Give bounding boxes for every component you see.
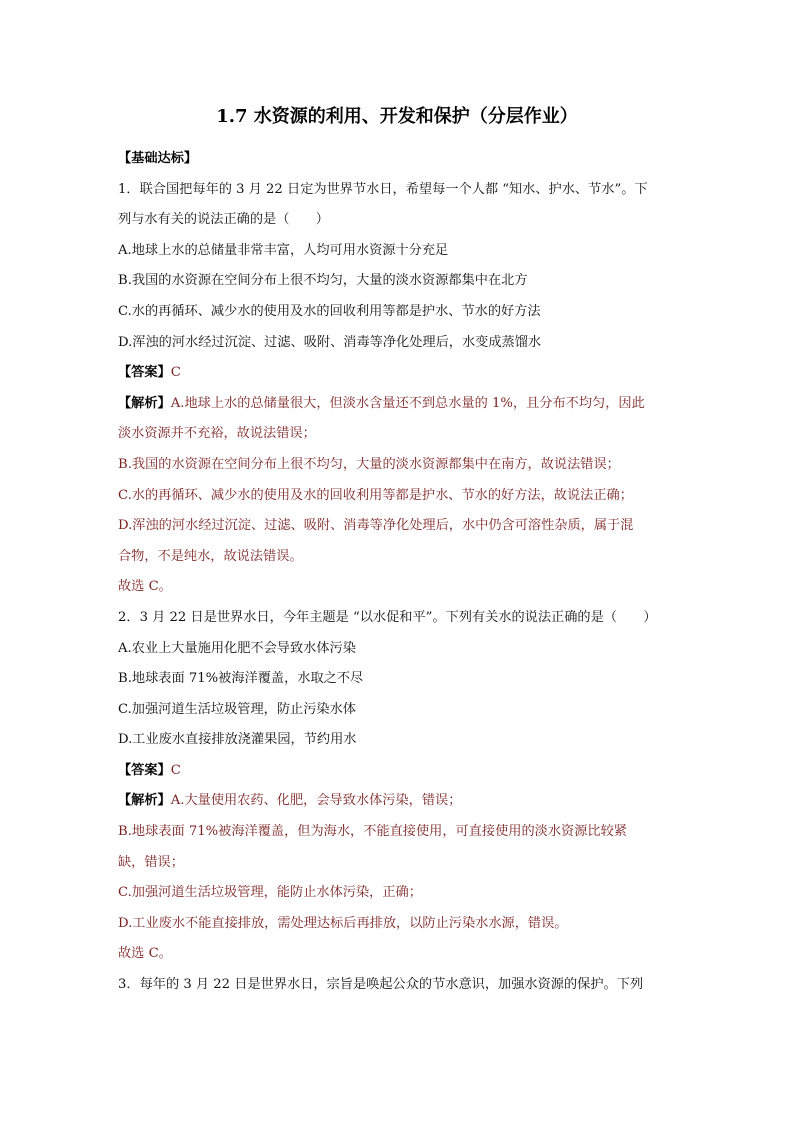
question-2 bbox=[118, 603, 670, 970]
answer-value: C bbox=[170, 365, 181, 381]
q2-analysis-line-4: C.加强河道生活垃圾管理，能防止水体污染，正确； bbox=[118, 885, 422, 901]
q1-conclusion: 故选 C。 bbox=[118, 579, 172, 595]
answer-tag: 【答案】 bbox=[118, 365, 171, 381]
analysis-tag: 【解析】 bbox=[118, 793, 171, 809]
analysis-text: A.地球上水的总储量很大，但淡水含量还不到总水量的 1%，且分布不均匀，因此 bbox=[170, 395, 645, 411]
q2-analysis-line-1 bbox=[118, 786, 670, 817]
q2-answer bbox=[118, 756, 670, 787]
q1-analysis-line-2: 淡水资源并不充裕，故说法错误； bbox=[118, 426, 316, 442]
q2-analysis-line-3: 缺，错误； bbox=[118, 854, 184, 870]
section-heading: 【基础达标】 bbox=[118, 151, 198, 166]
q1-analysis-line-3: B.我国的水资源在空间分布上很不均匀，大量的淡水资源都集中在南方，故说法错误； bbox=[118, 456, 620, 472]
q2-conclusion: 故选 C。 bbox=[118, 946, 172, 962]
q2-analysis-line-5: D.工业废水不能直接排放，需处理达标后再排放，以防止污染水水源，错误。 bbox=[118, 915, 568, 931]
q1-analysis-line-1 bbox=[118, 389, 670, 420]
q1-analysis-line-4: C.水的再循环、减少水的使用及水的回收利用等都是护水、节水的好方法，故说法正确； bbox=[118, 487, 633, 503]
page-title: 1.7 水资源的利用、开发和保护（分层作业） bbox=[216, 106, 578, 127]
q1-option-a: A.地球上水的总储量非常丰富，人均可用水资源十分充足 bbox=[118, 242, 449, 258]
q2-option-d: D.工业废水直接排放浇灌果园，节约用水 bbox=[118, 732, 357, 748]
q1-option-d: D.浑浊的河水经过沉淀、过滤、吸附、消毒等净化处理后，水变成蒸馏水 bbox=[118, 334, 542, 350]
answer-tag: 【答案】 bbox=[118, 762, 171, 778]
q2-stem-line-1: 2．3 月 22 日是世界水日，今年主题是 “以水促和平”。下列有关水的说法正确的是（ ） bbox=[118, 609, 657, 625]
question-3 bbox=[118, 970, 670, 1001]
q2-option-a: A.农业上大量施用化肥不会导致水体污染 bbox=[118, 640, 356, 656]
q1-option-b: B.我国的水资源在空间分布上很不均匀，大量的淡水资源都集中在北方 bbox=[118, 273, 528, 289]
q1-stem-line-2: 列与水有关的说法正确的是（ ） bbox=[118, 212, 329, 228]
question-1 bbox=[118, 175, 670, 603]
q2-option-b: B.地球表面 71%被海洋覆盖，水取之不尽 bbox=[118, 671, 364, 687]
q1-answer bbox=[118, 358, 670, 389]
answer-value: C bbox=[170, 762, 181, 778]
q3-stem-line-1: 3．每年的 3 月 22 日是世界水日，宗旨是唤起公众的节水意识，加强水资源的保护。下列 bbox=[118, 977, 644, 993]
q1-analysis-line-6: 合物，不是纯水，故说法错误。 bbox=[118, 548, 303, 564]
q2-analysis-line-2: B.地球表面 71%被海洋覆盖，但为海水，不能直接使用，可直接使用的淡水资源比较紧 bbox=[118, 824, 627, 840]
document-body bbox=[118, 144, 670, 1001]
analysis-text: A.大量使用农药、化肥，会导致水体污染，错误； bbox=[170, 793, 462, 809]
q1-stem-line-1: 1．联合国把每年的 3 月 22 日定为世界节水日，希望每一个人都 “知水、护水、节水”。下 bbox=[118, 181, 648, 197]
q1-analysis-line-5: D.浑浊的河水经过沉淀、过滤、吸附、消毒等净化处理后，水中仍含可溶性杂质，属于混 bbox=[118, 518, 634, 534]
analysis-tag: 【解析】 bbox=[118, 395, 171, 411]
q1-option-c: C.水的再循环、减少水的使用及水的回收利用等都是护水、节水的好方法 bbox=[118, 303, 541, 319]
q2-option-c: C.加强河道生活垃圾管理，防止污染水体 bbox=[118, 701, 356, 717]
